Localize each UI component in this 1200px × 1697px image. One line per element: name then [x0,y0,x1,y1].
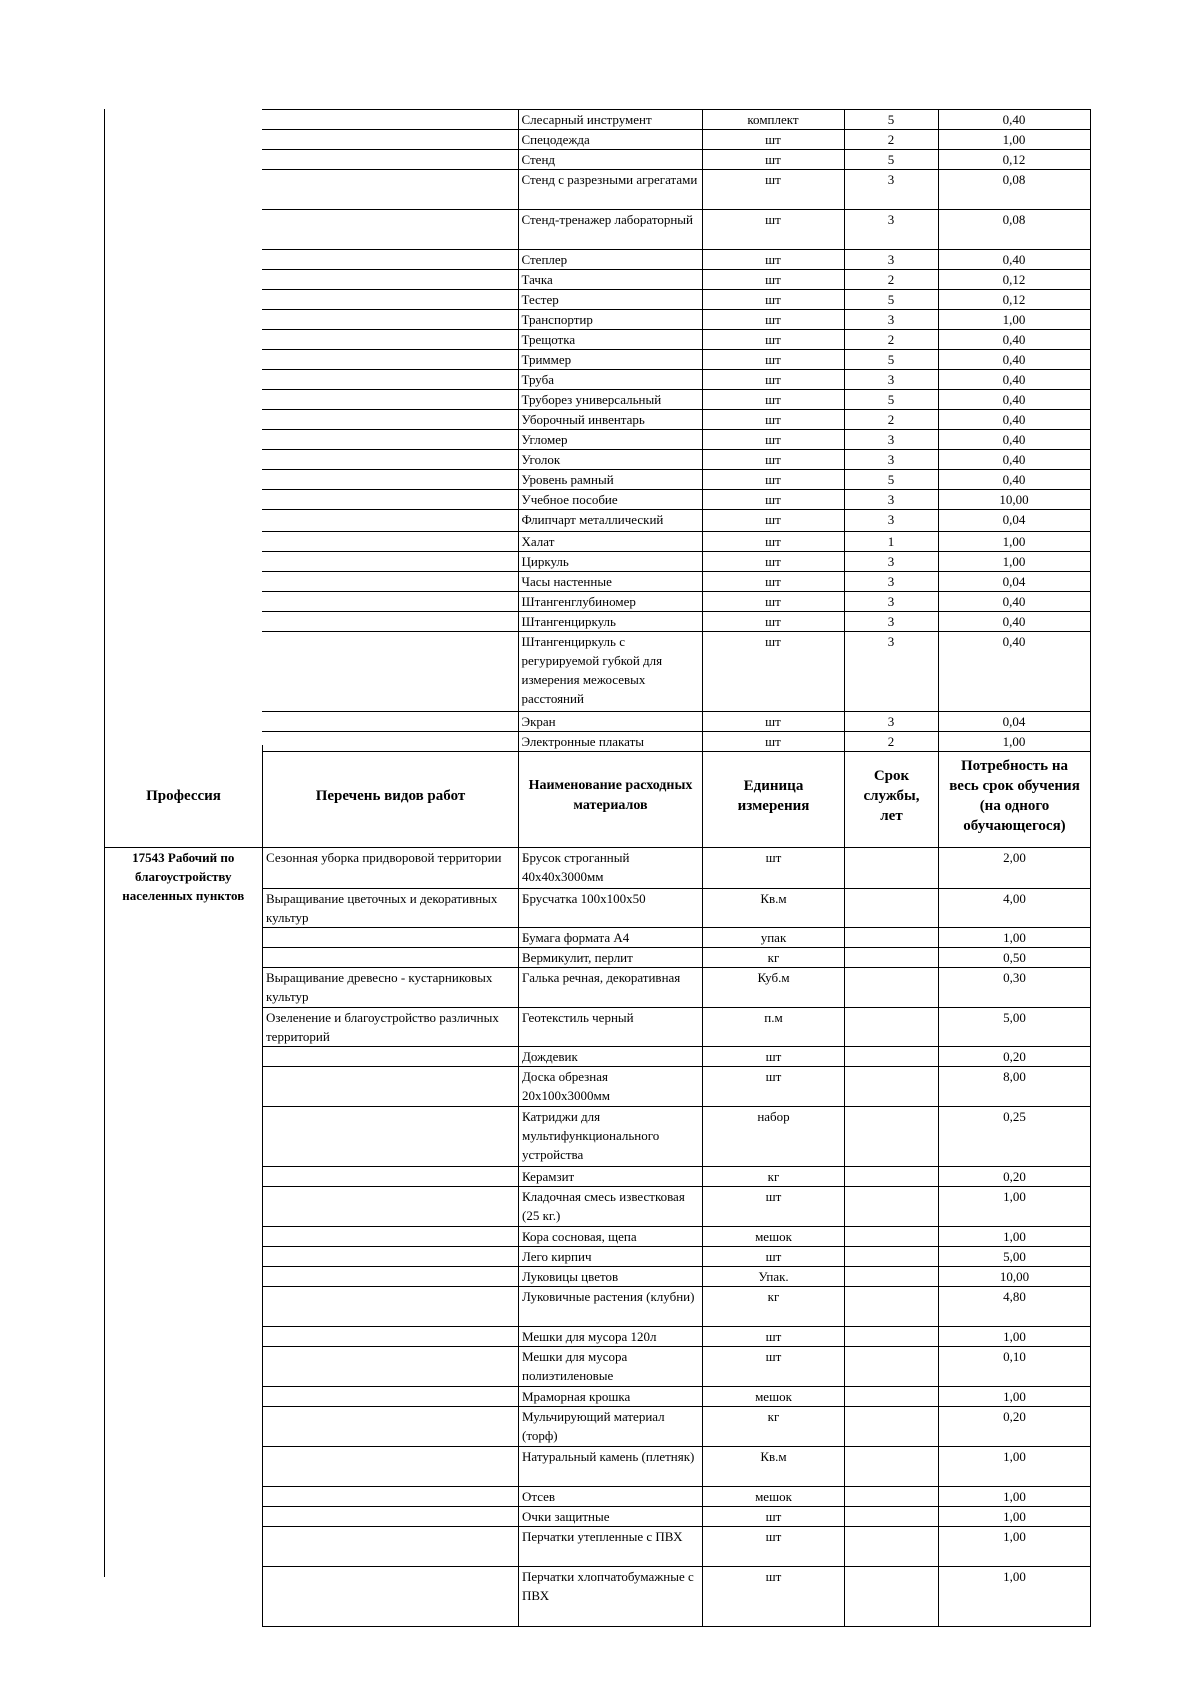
need-cell: 1,00 [939,1386,1091,1406]
unit-cell: шт [702,270,844,290]
unit-cell: шт [702,290,844,310]
service-life-cell: 3 [844,250,938,270]
material-name-cell: Вермикулит, перлит [519,947,703,967]
material-name-cell: Натуральный камень (плетняк) [519,1446,703,1486]
material-name-cell: Перчатки хлопчатобумажные с ПВХ [519,1566,703,1626]
unit-cell: шт [703,1566,845,1626]
table-row [262,250,1090,270]
table-row [262,632,1090,712]
unit-cell: шт [702,210,844,250]
works-cell [262,470,518,490]
table-row [262,470,1090,490]
unit-cell: шт [702,170,844,210]
table-row [262,510,1090,532]
service-life-cell [845,967,939,1007]
need-cell: 1,00 [939,1506,1091,1526]
material-name-cell: Стенд-тренажер лабораторный [518,210,702,250]
need-cell: 2,00 [939,847,1091,888]
service-life-cell: 2 [844,732,938,752]
lower-materials-table [104,745,1091,1627]
service-life-cell [845,1246,939,1266]
material-name-cell: Очки защитные [519,1506,703,1526]
need-cell: 0,20 [939,1166,1091,1186]
works-cell [262,330,518,350]
service-life-cell: 3 [844,510,938,532]
material-name-cell: Луковичные растения (клубни) [519,1286,703,1326]
service-life-cell [845,1266,939,1286]
unit-cell: кг [703,1286,845,1326]
service-life-cell: 5 [844,390,938,410]
unit-cell: Кв.м [703,1446,845,1486]
unit-cell: шт [703,1246,845,1266]
unit-cell: шт [702,130,844,150]
material-name-cell: Слесарный инструмент [518,110,702,130]
unit-cell: шт [703,1186,845,1226]
work-type-cell [263,1326,519,1346]
service-life-cell [845,1106,939,1166]
need-cell: 1,00 [939,1486,1091,1506]
service-life-cell [845,1526,939,1566]
material-name-cell: Отсев [519,1486,703,1506]
service-life-cell: 3 [844,370,938,390]
works-cell [262,410,518,430]
material-name-cell: Мешки для мусора 120л [519,1326,703,1346]
unit-cell: кг [703,1406,845,1446]
service-life-cell: 2 [844,270,938,290]
works-cell [262,170,518,210]
material-name-cell: Катриджи для мультифункционального устройства [519,1106,703,1166]
need-cell: 5,00 [939,1007,1091,1046]
work-type-cell [263,1286,519,1326]
need-cell: 8,00 [939,1066,1091,1106]
service-life-cell: 3 [844,170,938,210]
need-cell: 0,40 [938,410,1090,430]
unit-cell: шт [702,510,844,532]
material-name-cell: Стенд с разрезными агрегатами [518,170,702,210]
header-profession: Профессия [105,745,263,847]
work-type-cell [263,1066,519,1106]
works-cell [262,290,518,310]
material-name-cell: Галька речная, декоративная [519,967,703,1007]
service-life-cell [845,888,939,927]
material-name-cell: Часы настенные [518,572,702,592]
need-cell: 0,08 [938,170,1090,210]
need-cell: 0,40 [938,612,1090,632]
service-life-cell: 3 [844,632,938,712]
service-life-cell: 3 [844,592,938,612]
material-name-cell: Луковицы цветов [519,1266,703,1286]
works-cell [262,430,518,450]
material-name-cell: Штангенглубиномер [518,592,702,612]
unit-cell: кг [703,947,845,967]
service-life-cell: 2 [844,330,938,350]
need-cell: 10,00 [939,1266,1091,1286]
works-cell [262,450,518,470]
table-row [262,552,1090,572]
service-life-cell [845,1046,939,1066]
need-cell: 0,40 [938,470,1090,490]
unit-cell: шт [702,370,844,390]
need-cell: 0,04 [938,510,1090,532]
need-cell: 0,10 [939,1346,1091,1386]
service-life-cell: 3 [844,712,938,732]
unit-cell: шт [702,150,844,170]
work-type-cell [263,1446,519,1486]
works-cell [262,510,518,532]
work-type-cell: Выращивание цветочных и декоративных культур [263,888,519,927]
need-cell: 0,40 [938,592,1090,612]
need-cell: 10,00 [938,490,1090,510]
material-name-cell: Уровень рамный [518,470,702,490]
service-life-cell [845,927,939,947]
works-cell [262,712,518,732]
need-cell: 1,00 [938,130,1090,150]
material-name-cell: Перчатки утепленные с ПВХ [519,1526,703,1566]
works-cell [262,310,518,330]
unit-cell: мешок [703,1386,845,1406]
need-cell: 0,40 [938,632,1090,712]
unit-cell: мешок [703,1226,845,1246]
table-row [262,592,1090,612]
service-life-cell: 5 [844,110,938,130]
unit-cell: шт [703,1046,845,1066]
unit-cell: шт [703,1506,845,1526]
material-name-cell: Брусчатка 100х100х50 [519,888,703,927]
work-type-cell [263,1166,519,1186]
table-row [262,612,1090,632]
unit-cell: шт [703,1066,845,1106]
service-life-cell: 3 [844,450,938,470]
material-name-cell: Учебное пособие [518,490,702,510]
work-type-cell [263,1046,519,1066]
material-name-cell: Бумага формата А4 [519,927,703,947]
need-cell: 1,00 [939,1186,1091,1226]
unit-cell: шт [702,592,844,612]
material-name-cell: Кладочная смесь известковая (25 кг.) [519,1186,703,1226]
unit-cell: комплект [702,110,844,130]
upper-materials-table [262,109,1091,752]
table-row [262,110,1090,130]
need-cell: 1,00 [939,1446,1091,1486]
table-row [262,310,1090,330]
table-row [262,290,1090,310]
unit-cell: п.м [703,1007,845,1046]
work-type-cell [263,1266,519,1286]
material-name-cell: Труборез универсальный [518,390,702,410]
service-life-cell: 3 [844,310,938,330]
header-unit: Единица измерения [703,745,845,847]
unit-cell: шт [702,390,844,410]
table-row [262,350,1090,370]
need-cell: 0,20 [939,1046,1091,1066]
work-type-cell [263,1106,519,1166]
table-row [262,370,1090,390]
table-row [262,270,1090,290]
need-cell: 0,40 [938,450,1090,470]
works-cell [262,532,518,552]
works-cell [262,350,518,370]
header-need: Потребность на весь срок обучения (на одного обучающегося) [939,745,1091,847]
service-life-cell [845,1007,939,1046]
unit-cell: шт [702,450,844,470]
service-life-cell [845,1386,939,1406]
unit-cell: Куб.м [703,967,845,1007]
need-cell: 0,25 [939,1106,1091,1166]
works-cell [262,270,518,290]
material-name-cell: Электронные плакаты [518,732,702,752]
service-life-cell: 5 [844,350,938,370]
material-name-cell: Мульчирующий материал (торф) [519,1406,703,1446]
profession-cell: 17543 Рабочий по благоустройству населенных пунктов [105,847,263,1626]
unit-cell: шт [702,430,844,450]
works-cell [262,390,518,410]
work-type-cell: Выращивание древесно - кустарниковых культур [263,967,519,1007]
need-cell: 1,00 [938,310,1090,330]
need-cell: 1,00 [939,1326,1091,1346]
need-cell: 0,12 [938,150,1090,170]
work-type-cell: Сезонная уборка придворовой территории [263,847,519,888]
work-type-cell [263,1566,519,1626]
material-name-cell: Штангенциркуль [518,612,702,632]
unit-cell: шт [703,1326,845,1346]
unit-cell: шт [702,410,844,430]
work-type-cell [263,1406,519,1446]
need-cell: 0,40 [938,430,1090,450]
unit-cell: шт [702,350,844,370]
material-name-cell: Флипчарт металлический [518,510,702,532]
table-row [262,490,1090,510]
need-cell: 1,00 [938,732,1090,752]
work-type-cell [263,927,519,947]
unit-cell: шт [702,250,844,270]
work-type-cell [263,947,519,967]
unit-cell: шт [703,1346,845,1386]
works-cell [262,632,518,712]
need-cell: 5,00 [939,1246,1091,1266]
work-type-cell [263,1186,519,1226]
unit-cell: упак [703,927,845,947]
need-cell: 4,80 [939,1286,1091,1326]
material-name-cell: Дождевик [519,1046,703,1066]
table-row [262,712,1090,732]
table-row [262,170,1090,210]
unit-cell: шт [702,572,844,592]
service-life-cell: 3 [844,490,938,510]
material-name-cell: Уголок [518,450,702,470]
unit-cell: Кв.м [703,888,845,927]
unit-cell: кг [703,1166,845,1186]
material-name-cell: Керамзит [519,1166,703,1186]
material-name-cell: Мешки для мусора полиэтиленовые [519,1346,703,1386]
work-type-cell [263,1386,519,1406]
works-cell [262,490,518,510]
work-type-cell [263,1346,519,1386]
unit-cell: шт [702,612,844,632]
service-life-cell [845,947,939,967]
service-life-cell [845,1346,939,1386]
need-cell: 1,00 [939,927,1091,947]
service-life-cell: 1 [844,532,938,552]
need-cell: 0,40 [938,330,1090,350]
work-type-cell [263,1226,519,1246]
header-life: Срок службы, лет [845,745,939,847]
unit-cell: набор [703,1106,845,1166]
service-life-cell [845,1326,939,1346]
unit-cell: шт [702,552,844,572]
unit-cell: шт [702,330,844,350]
need-cell: 0,40 [938,110,1090,130]
service-life-cell: 3 [844,572,938,592]
need-cell: 0,40 [938,370,1090,390]
service-life-cell [845,1166,939,1186]
material-name-cell: Кора сосновая, щепа [519,1226,703,1246]
need-cell: 0,08 [938,210,1090,250]
material-name-cell: Степлер [518,250,702,270]
need-cell: 0,20 [939,1406,1091,1446]
table-row [262,572,1090,592]
material-name-cell: Штангенциркуль с регурируемой губкой для измерения межосевых расстояний [518,632,702,712]
need-cell: 0,50 [939,947,1091,967]
service-life-cell [845,1486,939,1506]
table-row [262,130,1090,150]
works-cell [262,210,518,250]
service-life-cell [845,1066,939,1106]
material-name-cell: Лего кирпич [519,1246,703,1266]
work-type-cell: Озеленение и благоустройство различных территорий [263,1007,519,1046]
header-works: Перечень видов работ [263,745,519,847]
work-type-cell [263,1526,519,1566]
need-cell: 0,40 [938,250,1090,270]
material-name-cell: Тестер [518,290,702,310]
unit-cell: шт [702,532,844,552]
service-life-cell [845,1186,939,1226]
material-name-cell: Триммер [518,350,702,370]
service-life-cell [845,1446,939,1486]
material-name-cell: Мраморная крошка [519,1386,703,1406]
works-cell [262,370,518,390]
need-cell: 0,40 [938,350,1090,370]
service-life-cell: 3 [844,552,938,572]
material-name-cell: Уборочный инвентарь [518,410,702,430]
need-cell: 1,00 [939,1226,1091,1246]
unit-cell: шт [703,847,845,888]
works-cell [262,110,518,130]
table-row [262,210,1090,250]
material-name-cell: Транспортир [518,310,702,330]
table-row [105,847,1091,888]
material-name-cell: Доска обрезная 20х100х3000мм [519,1066,703,1106]
table-row [262,390,1090,410]
works-cell [262,150,518,170]
material-name-cell: Спецодежда [518,130,702,150]
unit-cell: шт [702,732,844,752]
table-row [262,532,1090,552]
need-cell: 1,00 [938,532,1090,552]
material-name-cell: Геотекстиль черный [519,1007,703,1046]
material-name-cell: Стенд [518,150,702,170]
works-cell [262,612,518,632]
table-row [262,430,1090,450]
material-name-cell: Брусок строганный 40х40х3000мм [519,847,703,888]
service-life-cell [845,1566,939,1626]
need-cell: 1,00 [939,1566,1091,1626]
unit-cell: шт [703,1526,845,1566]
material-name-cell: Тачка [518,270,702,290]
works-cell [262,592,518,612]
material-name-cell: Угломер [518,430,702,450]
material-name-cell: Циркуль [518,552,702,572]
unit-cell: Упак. [703,1266,845,1286]
unit-cell: мешок [703,1486,845,1506]
unit-cell: шт [702,712,844,732]
need-cell: 4,00 [939,888,1091,927]
service-life-cell: 2 [844,130,938,150]
service-life-cell [845,847,939,888]
material-name-cell: Экран [518,712,702,732]
material-name-cell: Халат [518,532,702,552]
table-row [262,450,1090,470]
material-name-cell: Трещотка [518,330,702,350]
need-cell: 0,30 [939,967,1091,1007]
need-cell: 0,12 [938,270,1090,290]
service-life-cell: 3 [844,612,938,632]
need-cell: 0,40 [938,390,1090,410]
works-cell [262,572,518,592]
table-row [262,150,1090,170]
header-material: Наименование расходных материалов [519,745,703,847]
unit-cell: шт [702,310,844,330]
unit-cell: шт [702,490,844,510]
service-life-cell: 5 [844,470,938,490]
service-life-cell [845,1286,939,1326]
service-life-cell: 5 [844,150,938,170]
need-cell: 0,12 [938,290,1090,310]
service-life-cell [845,1406,939,1446]
works-cell [262,552,518,572]
service-life-cell: 2 [844,410,938,430]
service-life-cell: 3 [844,210,938,250]
material-name-cell: Труба [518,370,702,390]
table-row [262,330,1090,350]
service-life-cell: 3 [844,430,938,450]
need-cell: 0,04 [938,572,1090,592]
works-cell [262,130,518,150]
unit-cell: шт [702,470,844,490]
work-type-cell [263,1486,519,1506]
need-cell: 1,00 [939,1526,1091,1566]
unit-cell: шт [702,632,844,712]
service-life-cell [845,1226,939,1246]
need-cell: 1,00 [938,552,1090,572]
need-cell: 0,04 [938,712,1090,732]
table-row [262,410,1090,430]
service-life-cell: 5 [844,290,938,310]
work-type-cell [263,1246,519,1266]
works-cell [262,250,518,270]
work-type-cell [263,1506,519,1526]
service-life-cell [845,1506,939,1526]
